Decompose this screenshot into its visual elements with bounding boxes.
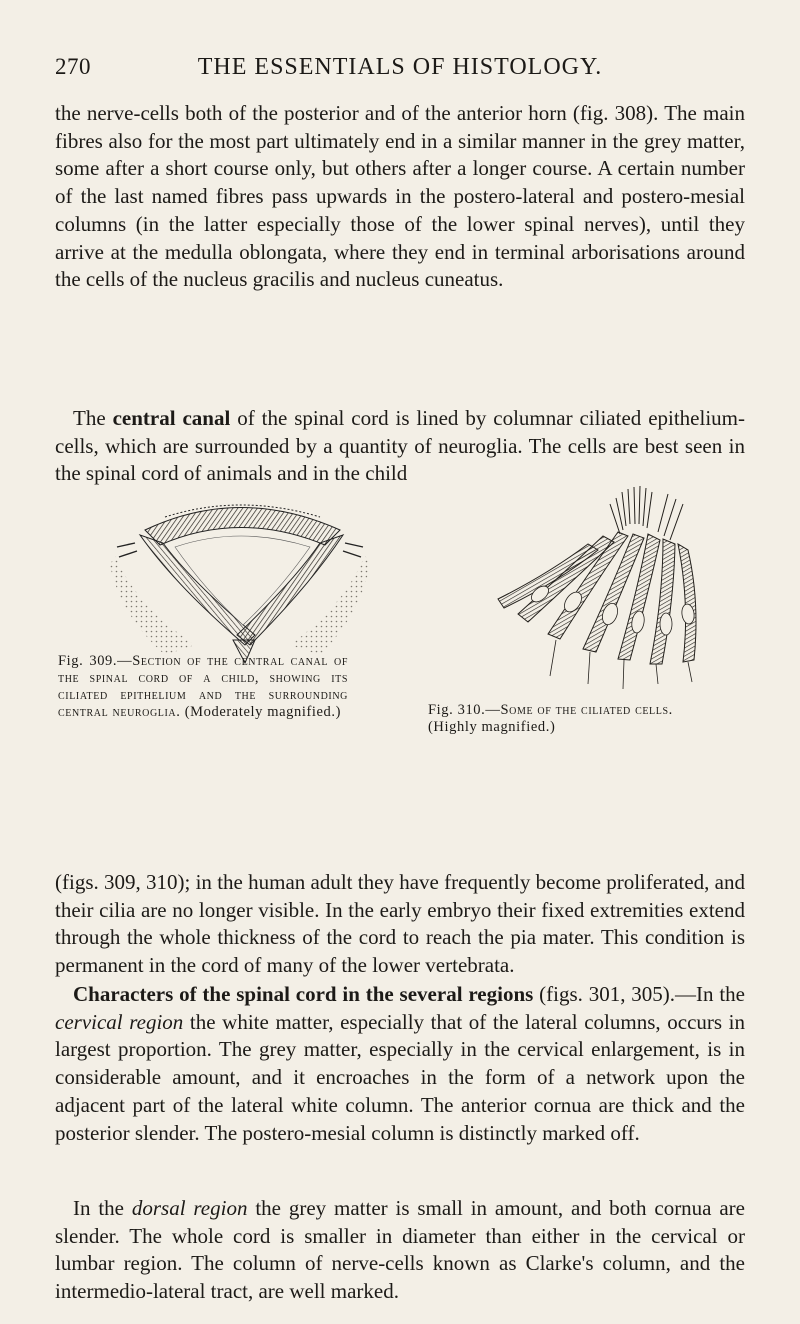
figure-309-magnification: (Moderately magnified.) — [180, 704, 342, 720]
dorsal-region-term: dorsal region — [131, 1196, 248, 1220]
paragraph-2 — [55, 405, 745, 488]
figure-310-caption-text: —Some of the ciliated cells. — [485, 702, 673, 718]
figure-310-magnification: (Highly magnified.) — [428, 719, 556, 735]
paragraph-4 — [55, 981, 745, 1147]
figure-309-caption-text: —Section of the central canal of the spinal cord of a child, showing its ciliated epithelium and the surrounding central neuroglia. — [58, 653, 348, 720]
figure-310-caption — [428, 702, 748, 736]
spinal-regions-heading: Characters of the spinal cord in the several regions — [73, 982, 534, 1006]
cervical-region-term: cervical region — [55, 1009, 184, 1034]
figure-310-illustration — [478, 484, 714, 694]
figure-310-label: Fig. 310. — [428, 702, 486, 718]
paragraph-5 — [55, 1195, 745, 1306]
page-header — [55, 54, 745, 88]
figure-309-illustration — [105, 495, 375, 667]
paragraph-5-pre: In the — [73, 1196, 132, 1220]
running-head: THE ESSENTIALS OF HISTOLOGY. — [197, 54, 603, 80]
central-canal-term: central canal — [112, 406, 231, 430]
paragraph-2-pre: The — [73, 406, 113, 430]
figure-309-label: Fig. 309. — [58, 653, 118, 669]
paragraph-1: the nerve-cells both of the posterior and of the anterior horn (fig. 308). The main fibres also for the most part ultimately end in a similar manner in the grey matter, some after a short course only, but others after a longer course. A certain number of the last named fibres pass upwards in the postero-lateral and postero-mesial columns (in the latter especially those of the lower spinal nerves), until they arrive at the medulla oblongata, where they end in terminal arborisations around the cells of the nucleus gracilis and nucleus cuneatus. — [55, 101, 745, 292]
paragraph-2-body: of the spinal cord is lined by columnar ciliated epithelium-cells, which are surrounded by a quantity of neuroglia. The cells are best seen in the spinal cord of animals and in the child — [55, 406, 745, 486]
figure-309-caption — [58, 653, 348, 721]
paragraph-3: (figs. 309, 310); in the human adult they have frequently become proliferated, and their cilia are no longer visible. In the early embryo their fixed extremities extend through the whole thickness of the cord to reach the pia mater. This condition is permanent in the cord of many of the lower vertebrata. — [55, 870, 745, 978]
paragraph-4-dash: —In the — [675, 982, 745, 1006]
paragraph-4-body: the white matter, especially that of the lateral columns, occurs in largest proportion. The grey matter, especially in the cervical enlargement, is in considerable amount, and it encroaches in the form of a network upon the adjacent part of the lateral white column. The anterior cornua are thick and the posterior slender. The postero-mesial column is distinctly marked off. — [55, 1009, 745, 1145]
page-number: 270 — [55, 54, 91, 79]
paragraph-5-body: the grey matter is small in amount, and both cornua are slender. The whole cord is smaller in diameter than either in the cervical or lumbar region. The column of nerve-cells known as Clarke's column, and the intermedio-lateral tract, are well marked. — [55, 1196, 745, 1304]
paragraph-4-figure-ref: (figs. 301, 305). — [533, 982, 676, 1006]
